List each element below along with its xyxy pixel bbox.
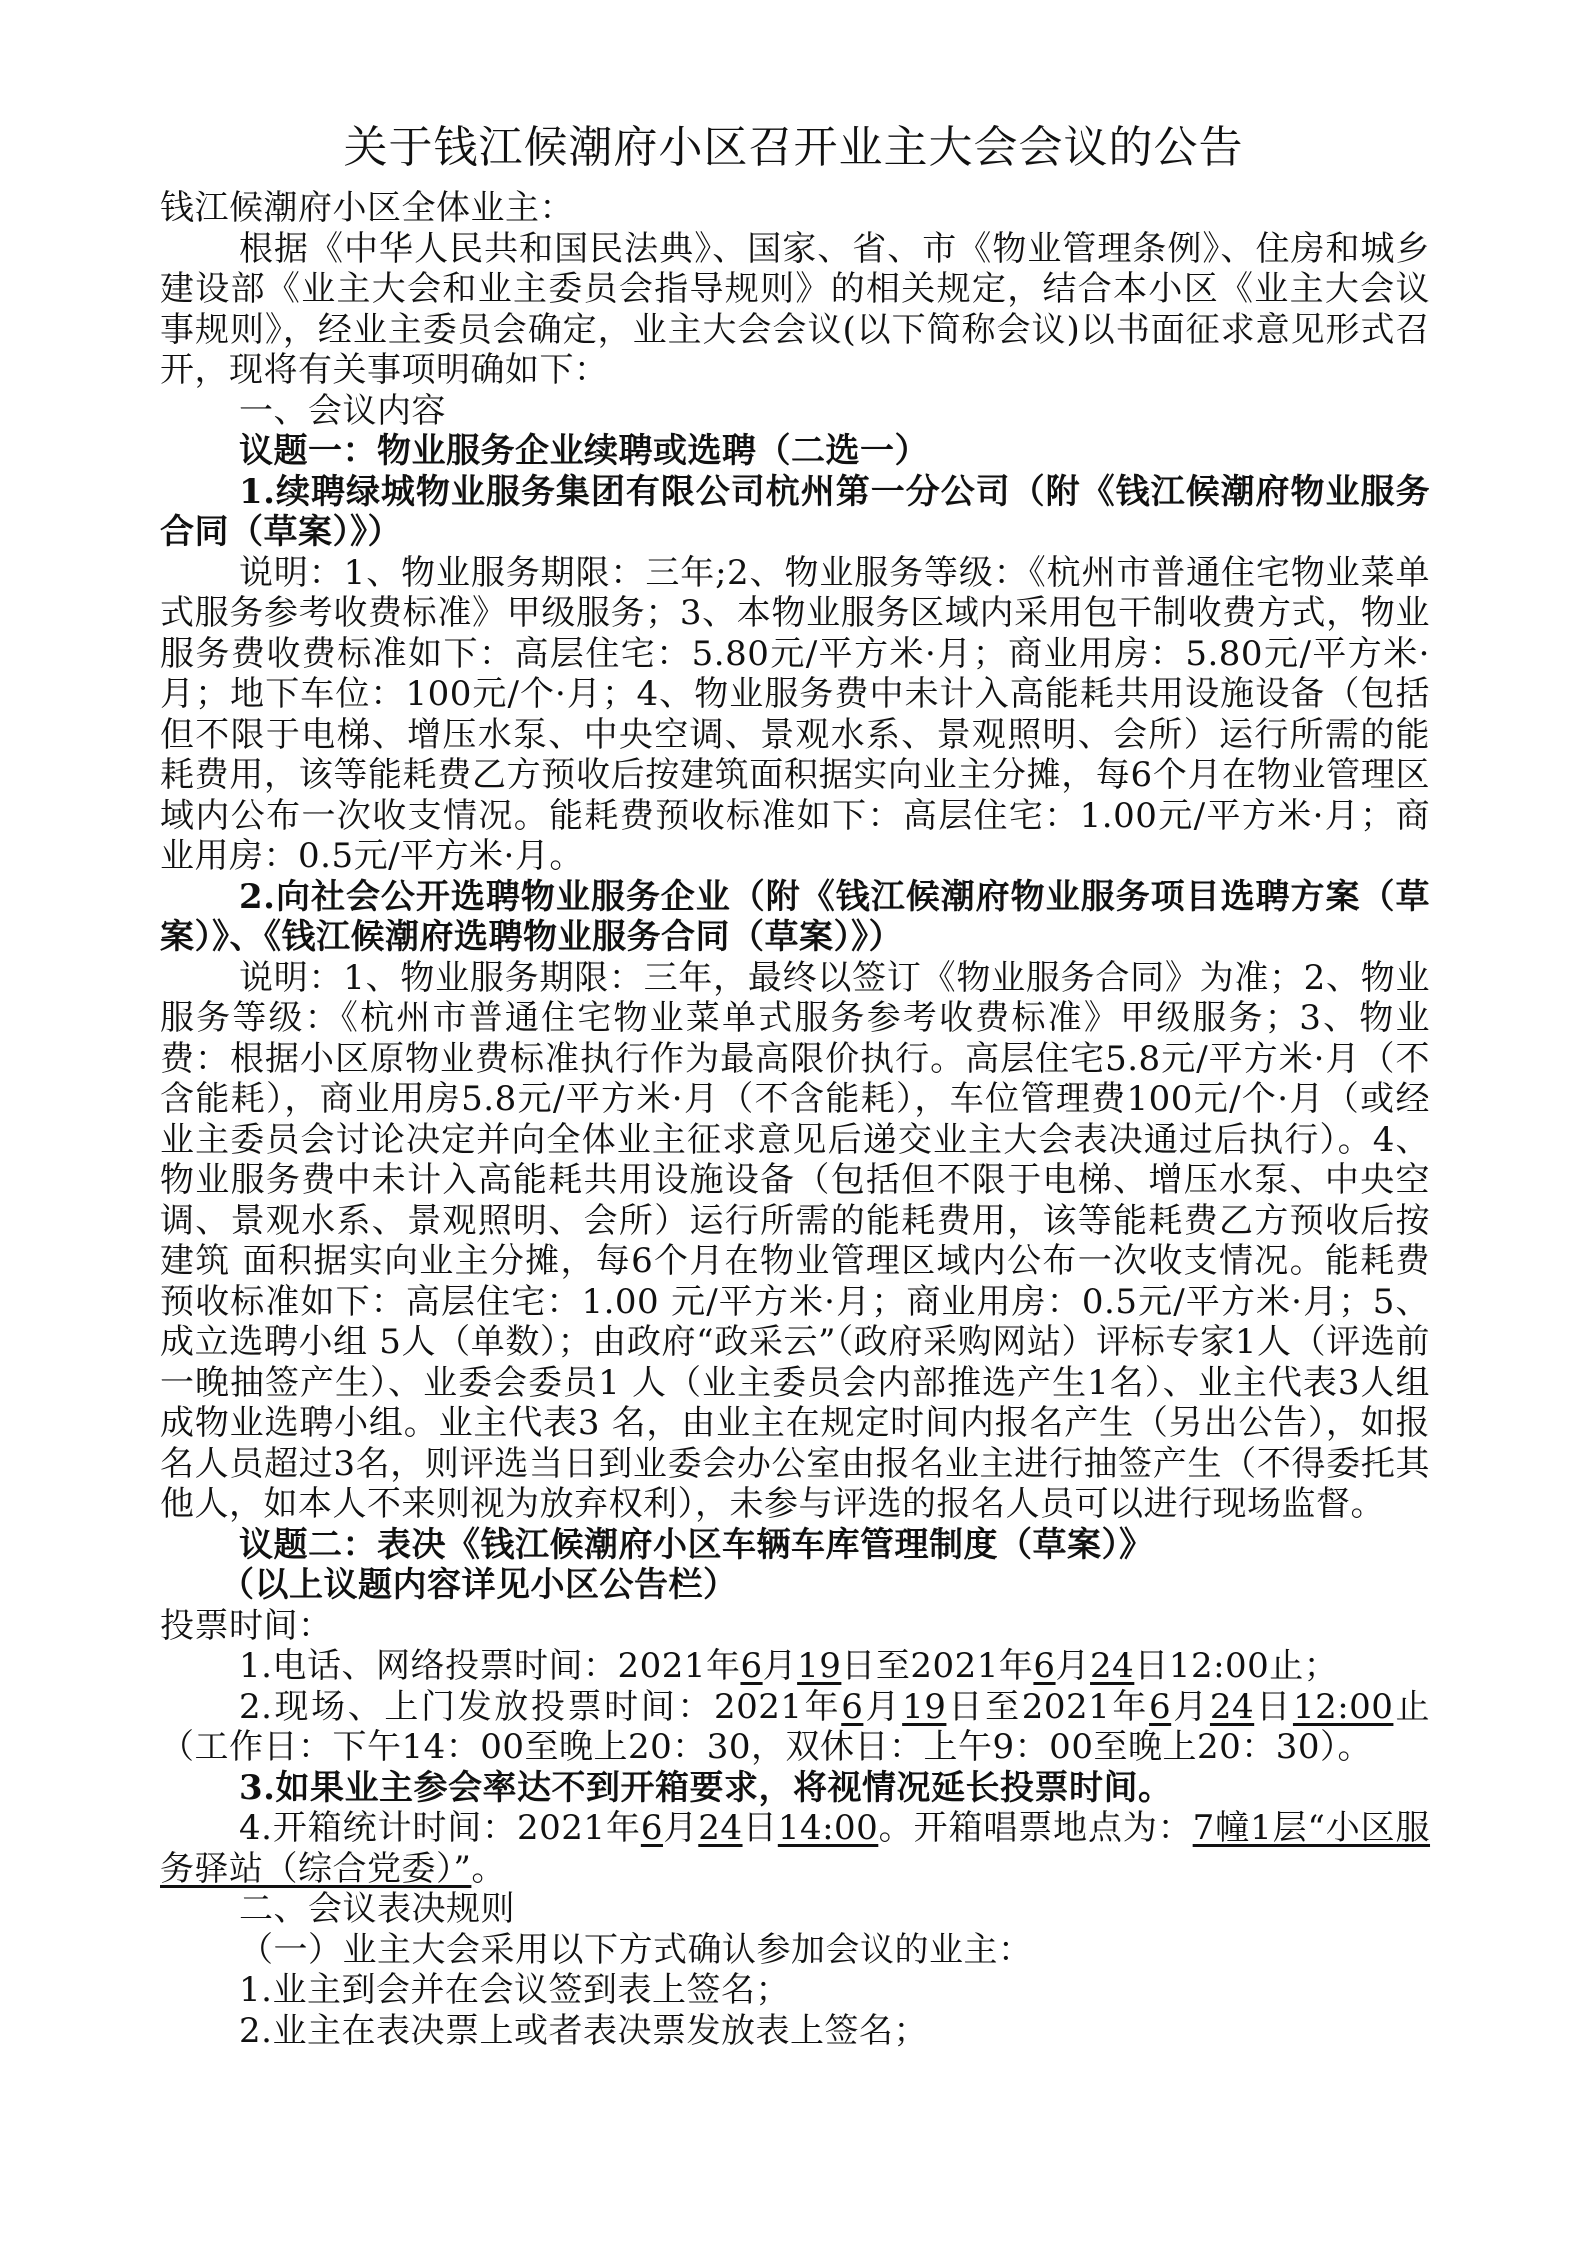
voting-item-4-time: 14:00 (777, 1808, 879, 1848)
voting-item-2-start-month: 6 (841, 1686, 864, 1727)
option2-heading: 2.向社会公开选聘物业服务企业（附《钱江候潮府物业服务项目选聘方案（草案）》、《钱江候潮府选聘物业服务合同（草案）》） (160, 876, 1430, 957)
voting-item-2-start-day: 19 (902, 1686, 947, 1727)
section2-rule-2: 2.业主在表决票上或者表决票发放表上签名； (239, 2010, 928, 2051)
voting-item-4-mid: 。开箱唱票地点为： (878, 1808, 1193, 1848)
voting-item-1-end-month: 6 (1033, 1646, 1056, 1686)
voting-item-3: 3.如果业主参会率达不到开箱要求，将视情况延长投票时间。 (239, 1767, 1173, 1808)
voting-item-2-text: 日至2021年 (946, 1686, 1150, 1727)
voting-label: 投票时间： (160, 1605, 333, 1646)
voting-item-1-start-month: 6 (740, 1646, 763, 1686)
voting-item-2-suffix: 止（工作日：下午14：00至晚上20：30，双休日：上午9：00至晚上20：30）。 (160, 1686, 1431, 1767)
topic2-heading: 议题二：表决《钱江候潮府小区车辆车库管理制度（草案）》 (239, 1524, 1154, 1565)
voting-item-4-day: 24 (698, 1808, 743, 1848)
voting-item-1-suffix: 日12:00止； (1134, 1646, 1339, 1686)
voting-item-4 (160, 1808, 1430, 1889)
section2-rule-1: 1.业主到会并在会议签到表上签名； (239, 1970, 790, 2010)
voting-item-1-text: 月 (762, 1646, 798, 1686)
voting-item-2-text: 日 (1254, 1686, 1293, 1727)
voting-item-1-end-day: 24 (1090, 1646, 1135, 1686)
topic1-heading: 议题一：物业服务企业续聘或选聘（二选一） (239, 431, 929, 471)
voting-item-1-text: 月 (1055, 1646, 1091, 1686)
voting-item-1-prefix: 1.电话、网络投票时间：2021年 (239, 1646, 741, 1686)
voting-item-2-text: 月 (863, 1686, 903, 1727)
option2-description: 说明：1、物业服务期限：三年，最终以签订《物业服务合同》为准；2、物业服务等级：《杭州市普通住宅物业菜单式服务参考收费标准》甲级服务；3、物业费：根据小区原物业费标准执行作为最高限价执行。高层住宅5.8元/平方米·月（不含能耗），商业用房5.8元/平方米·月（不含能耗），车位管理费100元/个·月（或经业主委员会讨论决定并向全体业主征求意见后递交业主大会表决通过后执行）。4、物业服务费中未计入高能耗共用设施设备（包括但不限于电梯、增压水泵、中央空 调、景观水系、景观照明、会所）运行所需的能耗费用，该等能耗费乙方预收后按建筑 面积据实向业主分摊，每6个月在物业管理区域内公布一次收支情况。能耗费预收标准如下：高层住宅：1.00 元/平方米·月；商业用房：0.5元/平方米·月；5、成立选聘小组 5人（单数）；由政府“政采云”（政府采购网站）评标专家1人（评选前一晚抽签产生）、业委会委员1 人（业主委员会内部推选产生1名）、业主代表3人组成物业选聘小组。业主代表3 名，由业主在规定时间内报名产生（另出公告），如报名人员超过3名，则评选当日到业委会办公室由报名业主进行抽签产生（不得委托其他人，如本人不来则视为放弃权利），未参与评选的报名人员可以进行现场监督。 (160, 957, 1430, 1524)
voting-item-2-end-month: 6 (1149, 1686, 1172, 1727)
option1-heading: 1.续聘绿城物业服务集团有限公司杭州第一分公司（附《钱江候潮府物业服务合同（草案）》） (160, 471, 1430, 552)
voting-item-2-end-time: 12:00 (1292, 1686, 1394, 1727)
salutation: 钱江候潮府小区全体业主： (160, 188, 574, 228)
voting-item-4-end: 。 (471, 1848, 506, 1889)
page-title: 关于钱江候潮府小区召开业主大会会议的公告 (343, 122, 1244, 173)
voting-item-2-end-day: 24 (1209, 1686, 1255, 1727)
section1-heading: 一、会议内容 (239, 390, 446, 431)
voting-item-4-text: 月 (662, 1808, 699, 1848)
notice-body (160, 188, 1430, 2051)
voting-item-2-text: 月 (1171, 1686, 1210, 1727)
voting-item-1-text: 日至2021年 (841, 1646, 1034, 1686)
voting-item-1-start-day: 19 (797, 1646, 842, 1686)
voting-item-4-month: 6 (640, 1808, 663, 1848)
topic2-note: （以上议题内容详见小区公告栏） (220, 1565, 738, 1605)
voting-item-2 (160, 1687, 1430, 1768)
voting-item-4-place: 7幢1层“小区服务驿站（综合党委）” (160, 1808, 1431, 1889)
intro-paragraph: 根据《中华人民共和国民法典》、国家、省、市《物业管理条例》、住房和城乡建设部《业主大会和业主委员会指导规则》的相关规定，结合本小区《业主大会议事规则》，经业主委员会确定，业主大会会议(以下简称会议)以书面征求意见形式召开，现将有关事项明确如下： (160, 228, 1430, 390)
voting-item-4-text: 日 (742, 1808, 778, 1848)
section2-sub1: （一）业主大会采用以下方式确认参加会议的业主： (239, 1929, 1033, 1970)
voting-item-4-prefix: 4.开箱统计时间：2021年 (239, 1808, 641, 1848)
voting-item-2-prefix: 2.现场、上门发放投票时间：2021年 (239, 1686, 842, 1727)
option1-description: 说明：1、物业服务期限：三年;2、物业服务等级：《杭州市普通住宅物业菜单式服务参考收费标准》甲级服务；3、本物业服务区域内采用包干制收费方式，物业服务费收费标准如下：高层住宅：5.80元/平方米·月；商业用房：5.80元/平方米·月；地下车位：100元/个·月；4、物业服务费中未计入高能耗共用设施设备（包括但不限于电梯、增压水泵、中央空调、景观水系、景观照明、会所）运行所需的能耗费用，该等能耗费乙方预收后按建筑面积据实向业主分摊，每6个月在物业管理区域内公布一次收支情况。能耗费预收标准如下：高层住宅：1.00元/平方米·月；商业用房：0.5元/平方米·月。 (160, 552, 1430, 876)
section2-heading: 二、会议表决规则 (239, 1889, 515, 1929)
voting-item-1 (160, 1646, 1430, 1687)
